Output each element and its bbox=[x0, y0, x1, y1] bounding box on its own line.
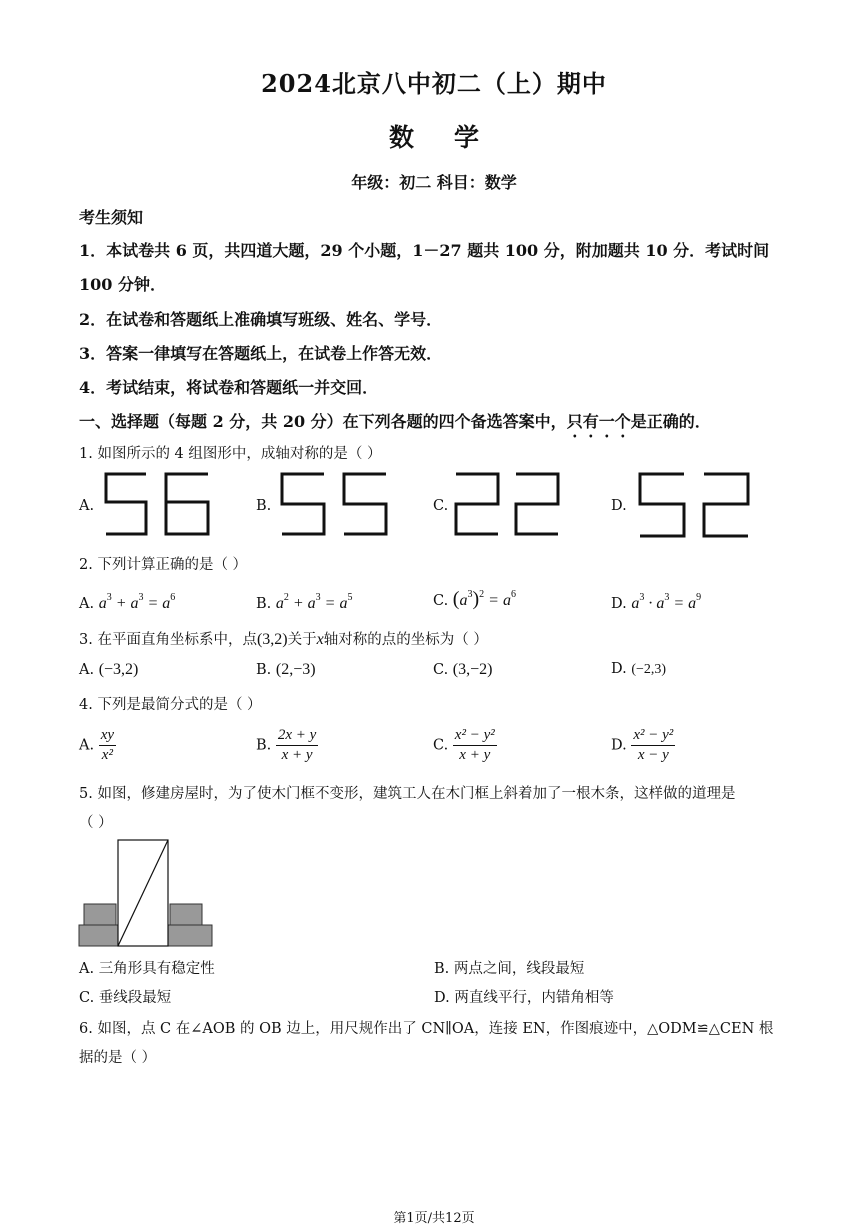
q1-label-d: D. bbox=[611, 498, 627, 514]
q5-option-a: A. 三角形具有稳定性 bbox=[79, 961, 215, 977]
page-footer: 第1页/共12页 bbox=[393, 1211, 475, 1226]
brick-wall-right bbox=[166, 904, 212, 946]
q1-figure-d-52 bbox=[632, 470, 756, 542]
q3-label-c: C. bbox=[433, 662, 449, 678]
q4-b-numerator: 2x + y bbox=[276, 726, 318, 746]
section1-heading-part3: 是正确的． bbox=[630, 412, 711, 431]
q4-label-a: A. bbox=[79, 737, 95, 754]
q1-figure-a-96 bbox=[100, 470, 218, 538]
notice-item-2: 2．在试卷和答题纸上准确填写班级、姓名、学号． bbox=[79, 310, 443, 329]
notice-heading: 考生须知 bbox=[79, 208, 144, 227]
q4-label-c: C. bbox=[433, 737, 449, 754]
q3-stem-part1: 3. 在平面直角坐标系中，点 bbox=[79, 632, 257, 648]
q2-label-c: C. bbox=[433, 593, 449, 609]
q2-option-c bbox=[433, 588, 516, 611]
q4-c-denominator: x + y bbox=[459, 747, 491, 763]
q3-label-a: A. bbox=[79, 662, 95, 678]
q3-label-d: D. bbox=[611, 661, 627, 677]
q4-c-numerator: x² − y² bbox=[453, 726, 497, 746]
q4-option-c bbox=[433, 726, 497, 765]
q4-option-a bbox=[79, 726, 116, 765]
q3-option-b bbox=[256, 661, 316, 679]
q4-option-b bbox=[256, 726, 318, 765]
q3-option-a bbox=[79, 661, 138, 679]
q5-option-b: B. 两点之间，线段最短 bbox=[434, 961, 585, 977]
q2-option-a bbox=[79, 592, 175, 613]
q1-label-c: C. bbox=[433, 498, 449, 514]
section1-heading bbox=[79, 409, 711, 441]
q2-expr-d: $a^3 \cdot a^3 = a^9$ bbox=[631, 592, 702, 612]
q1-label-b: B. bbox=[256, 498, 272, 514]
notice-item-1: 1．本试卷共 6 页，共四道大题，29 个小题，1－27 题共 100 分，附加题共 10 分．考试时间 bbox=[79, 241, 770, 260]
q4-d-denominator: x − y bbox=[637, 747, 669, 763]
brick-wall-left bbox=[79, 904, 119, 946]
subject-title: 数学 bbox=[388, 123, 519, 152]
q6-stem-cont: 据的是（ ） bbox=[79, 1050, 157, 1066]
q4-fraction-d bbox=[631, 726, 675, 765]
q3-value-a: (−3,2) bbox=[98, 661, 139, 678]
q2-expr-b: $a^2 + a^3 = a^5$ bbox=[275, 592, 353, 612]
q5-option-d: D. 两直线平行，内错角相等 bbox=[434, 990, 614, 1006]
q2-label-b: B. bbox=[256, 596, 272, 612]
q1-label-a: A. bbox=[79, 498, 95, 514]
q3-option-d bbox=[611, 661, 666, 678]
q2-option-d bbox=[611, 592, 701, 613]
q4-option-d bbox=[611, 726, 675, 765]
q3-value-c: (3,−2) bbox=[452, 661, 493, 678]
q4-b-denominator: x + y bbox=[281, 747, 313, 763]
q5-option-c: C. 垂线段最短 bbox=[79, 990, 172, 1006]
q4-label-b: B. bbox=[256, 737, 272, 754]
q2-expr-a: $a^3 + a^3 = a^6$ bbox=[98, 592, 176, 612]
q1-stem: 1. 如图所示的 4 组图形中，成轴对称的是（ ） bbox=[79, 446, 382, 462]
q2-option-b bbox=[256, 592, 352, 613]
section1-heading-part1: 一、选择题（每题 2 分，共 20 分）在下列各题的四个备选答案中， bbox=[79, 412, 567, 431]
q2-label-a: A. bbox=[79, 596, 95, 612]
notice-item-3: 3．答案一律填写在答题纸上，在试卷上作答无效． bbox=[79, 344, 443, 363]
digit-9-shape bbox=[106, 474, 146, 534]
q4-a-numerator: xy bbox=[99, 726, 116, 746]
q4-fraction-a bbox=[99, 726, 116, 765]
q3-value-d: (−2,3) bbox=[631, 662, 667, 677]
q4-fraction-b bbox=[276, 726, 318, 765]
q4-label-d: D. bbox=[611, 737, 627, 754]
q3-stem-part2: 关于 bbox=[287, 632, 317, 648]
q4-d-numerator: x² − y² bbox=[631, 726, 675, 746]
digit-6-shape bbox=[166, 474, 208, 534]
q2-label-d: D. bbox=[611, 596, 627, 612]
q2-stem: 2. 下列计算正确的是（ ） bbox=[79, 557, 248, 573]
notice-item-4: 4．考试结束，将试卷和答题纸一并交回． bbox=[79, 378, 379, 397]
q3-value-b: (2,−3) bbox=[275, 661, 316, 678]
q3-label-b: B. bbox=[256, 662, 272, 678]
q4-fraction-c bbox=[453, 726, 497, 765]
notice-item-1-cont: 100 分钟． bbox=[79, 275, 166, 294]
q3-option-c bbox=[433, 661, 492, 679]
q3-stem-part3: 轴对称的点的坐标为（ ） bbox=[323, 632, 488, 648]
q2-expr-c: $(a^3)^2 = a^6$ bbox=[452, 588, 516, 610]
exam-title: 2024北京八中初二（上）期中 bbox=[261, 69, 607, 98]
grade-line: 年级：初二 科目：数学 bbox=[351, 173, 517, 192]
q5-stem-cont: （ ） bbox=[79, 815, 113, 831]
q4-stem: 4. 下列是最简分式的是（ ） bbox=[79, 697, 262, 713]
q5-stem: 5. 如图，修建房屋时，为了使木门框不变形，建筑工人在木门框上斜着加了一根木条，这样做的道理是 bbox=[79, 786, 736, 802]
section1-emphasis: 只有一个 bbox=[566, 412, 631, 431]
q5-door-frame-figure bbox=[78, 838, 216, 950]
q1-figure-b-55 bbox=[276, 470, 394, 538]
q3-stem bbox=[79, 628, 488, 649]
q6-stem: 6. 如图，点 C 在∠AOB 的 OB 边上，用尺规作出了 CN∥OA，连接 EN，作图痕迹中，△ODM≌△CEN 根 bbox=[79, 1021, 774, 1037]
q3-point: (3,2) bbox=[256, 631, 288, 648]
q4-a-denominator: x² bbox=[101, 747, 113, 763]
q3-axis: x bbox=[316, 631, 324, 648]
q1-figure-c-22 bbox=[452, 470, 570, 538]
